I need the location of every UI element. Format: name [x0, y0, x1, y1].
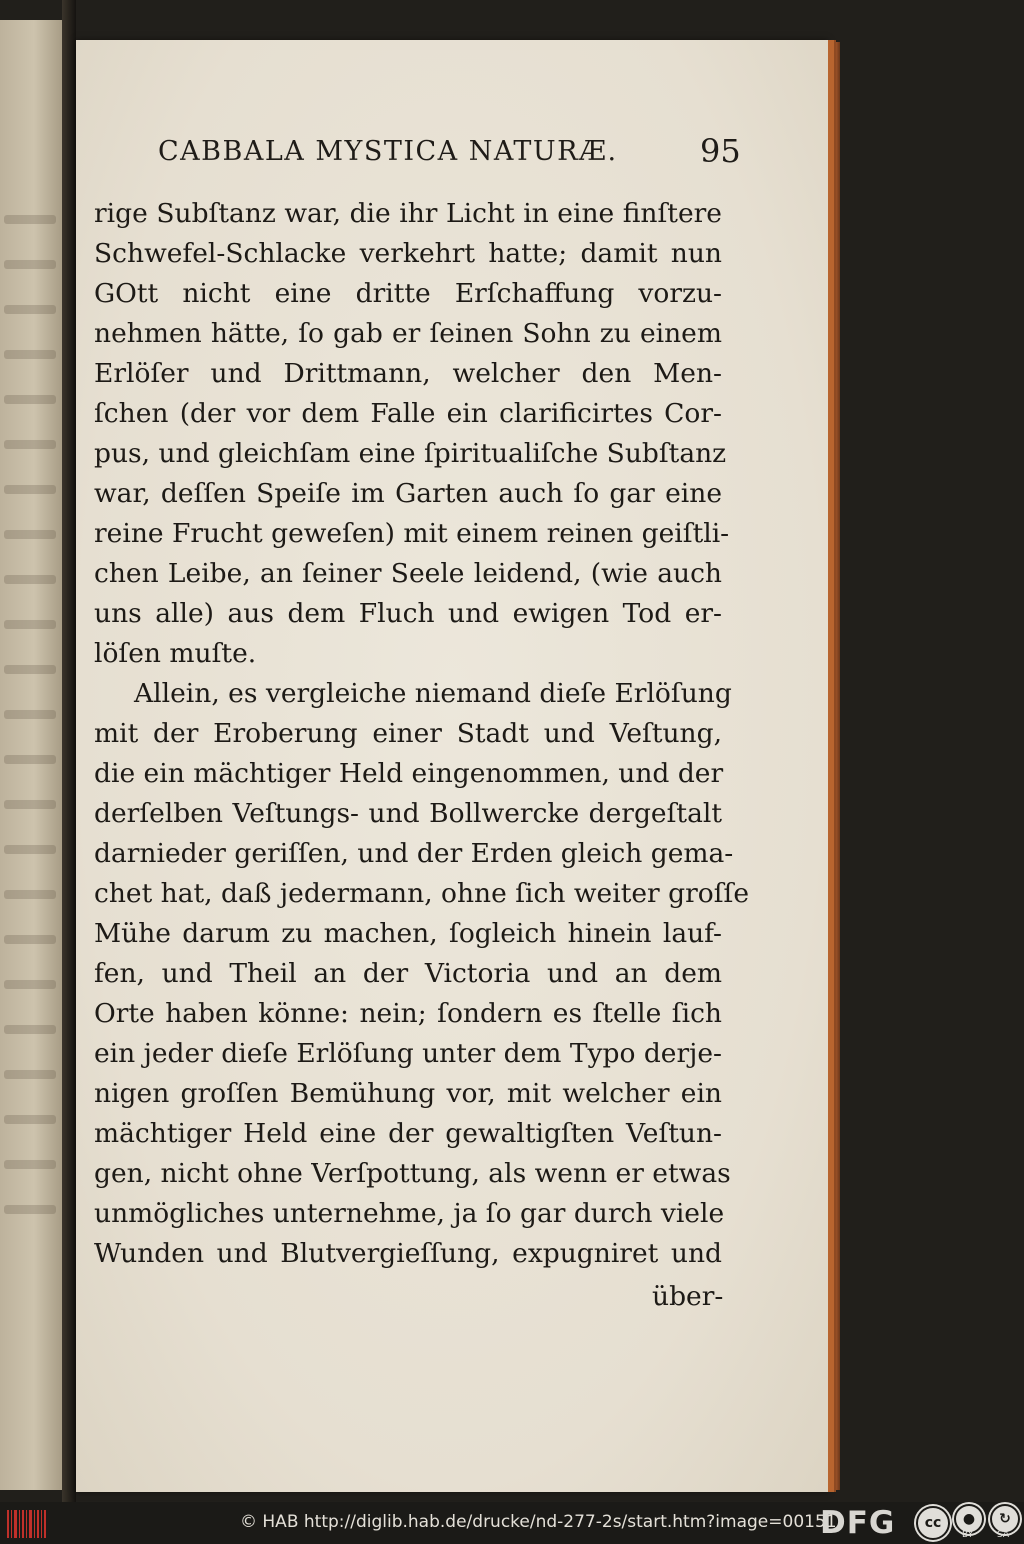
text-line: chet hat, daß jedermann, ohne ſich weiter groſſe: [94, 878, 749, 909]
text-line: Mühe darum zu machen, ſogleich hinein lauf-: [94, 918, 722, 949]
cc-license-icon[interactable]: cc: [916, 1506, 950, 1540]
page-number: 95: [700, 132, 741, 170]
page-edge: [828, 42, 840, 1490]
footer-bar: [0, 1502, 1024, 1544]
text-line: Erlöſer und Drittmann, welcher den Men-: [94, 358, 722, 389]
book-gutter: [62, 0, 76, 1502]
running-head: CABBALA MYSTICA NATURÆ.: [158, 136, 618, 167]
attribution-icon[interactable]: ●: [954, 1504, 984, 1534]
text-line: die ein mächtiger Held eingenommen, und der: [94, 758, 724, 789]
text-line: Orte haben könne: nein; ſondern es ſtelle ſich: [94, 998, 722, 1029]
text-line: war, deſſen Speiſe im Garten auch ſo gar eine: [94, 478, 722, 509]
previous-page-strip: [0, 20, 62, 1490]
text-line: mächtiger Held eine der gewaltigſten Veſtun-: [94, 1118, 722, 1149]
barcode-icon: [6, 1508, 48, 1540]
text-line: nigen groſſen Bemühung vor, mit welcher ein: [94, 1078, 722, 1109]
text-line: darnieder geriſſen, und der Erden gleich gema-: [94, 838, 734, 869]
text-line: nehmen hätte, ſo gab er ſeinen Sohn zu einem: [94, 318, 722, 349]
text-line: gen, nicht ohne Verſpottung, als wenn er etwas: [94, 1158, 731, 1189]
text-line: fen, und Theil an der Victoria und an dem: [94, 958, 722, 989]
text-line: Wunden und Blutvergieſſung, expugniret und: [94, 1238, 722, 1269]
share-alike-icon[interactable]: ↻: [990, 1504, 1020, 1534]
text-line: ſchen (der vor dem Falle ein clarificirtes Cor-: [94, 398, 722, 429]
text-line: chen Leibe, an ſeiner Seele leidend, (wie auch: [94, 558, 722, 589]
text-line: mit der Eroberung einer Stadt und Veſtung,: [94, 718, 722, 749]
text-line: rige Subſtanz war, die ihr Licht in eine finſtere: [94, 198, 722, 229]
text-line: ein jeder dieſe Erlöſung unter dem Typo derje-: [94, 1038, 723, 1069]
book-page: [76, 40, 828, 1492]
text-line: GOtt nicht eine dritte Erſchaffung vorzu-: [94, 278, 722, 309]
text-line: Allein, es vergleiche niemand dieſe Erlöſung: [134, 678, 732, 709]
text-line: löſen muſte.: [94, 638, 257, 669]
text-line: reine Frucht geweſen) mit einem reinen geiſtli-: [94, 518, 730, 549]
copyright-link[interactable]: © HAB http://diglib.hab.de/drucke/nd-277-2s/start.htm?image=00151: [240, 1512, 837, 1532]
text-line: uns alle) aus dem Fluch und ewigen Tod er-: [94, 598, 722, 629]
sa-label: SA: [997, 1530, 1010, 1540]
text-line: pus, und gleichſam eine ſpiritualiſche Subſtanz: [94, 438, 727, 469]
catchword: über-: [652, 1281, 724, 1312]
dfg-logo: DFG: [820, 1505, 896, 1541]
text-line: unmögliches unternehme, ja ſo gar durch viele: [94, 1198, 725, 1229]
by-label: BY: [962, 1530, 974, 1540]
text-line: derſelben Veſtungs- und Bollwercke dergeſtalt: [94, 798, 722, 829]
text-line: Schwefel-Schlacke verkehrt hatte; damit nun: [94, 238, 722, 269]
